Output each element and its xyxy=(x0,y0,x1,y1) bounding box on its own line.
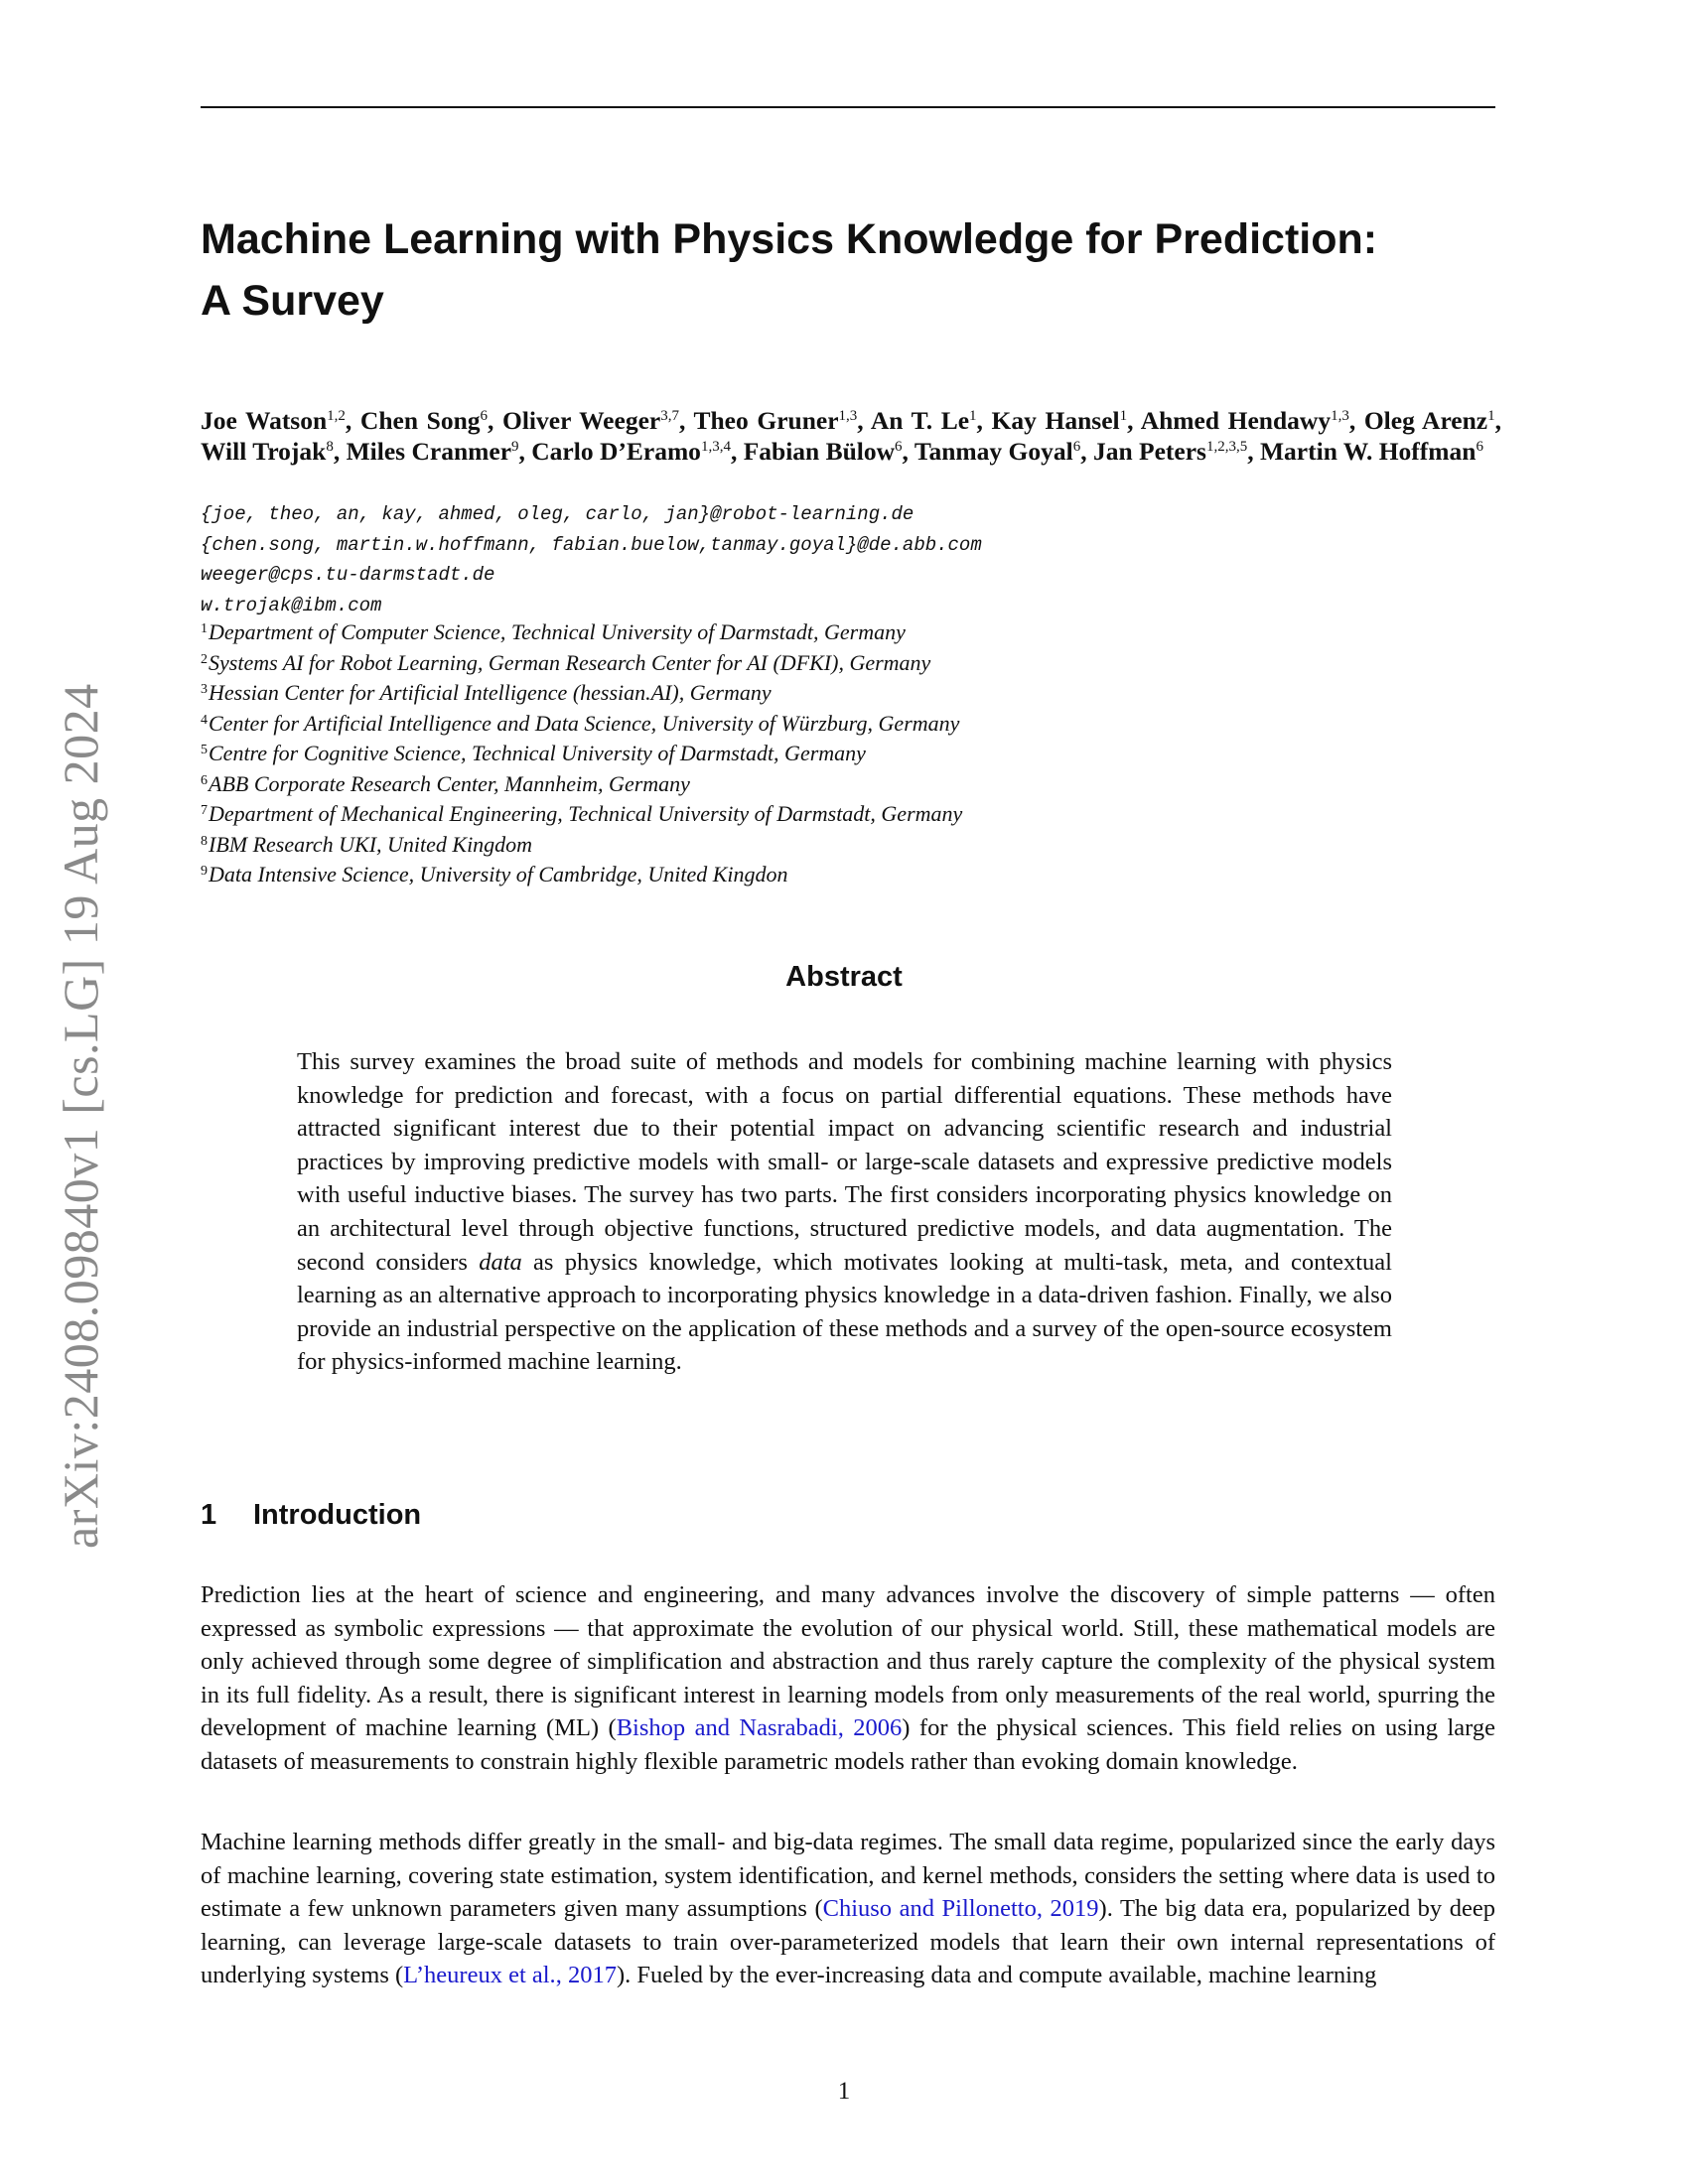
affiliation: $^5$Centre for Cognitive Science, Technical University of Darmstadt, Germany xyxy=(201,741,866,765)
section-heading xyxy=(201,1499,421,1532)
title-line-2: A Survey xyxy=(201,277,384,325)
top-rule xyxy=(201,106,1495,108)
author-list: Joe Watson$^{1,2}$, Chen Song$^6$, Oliver Weeger$^{3,7}$, Theo Gruner$^{1,3}$, An T. Le$^1$, Kay Hansel$^1$, Ahmed Hendawy$^{1,3}$, Oleg Arenz$^1$, Will Trojak$^8$, Miles Cranmer$^9$, Carlo D’Eramo$^{1,3,4}$, Fabian Bülow$^6$, Tanmay Goyal$^6$, Jan Peters$^{1,2,3,5}$, Martin W. Hoffman$^6$ xyxy=(201,406,1501,466)
email-line: weeger@cps.tu-darmstadt.de xyxy=(201,564,495,586)
citation-link[interactable]: Bishop and Nasrabadi, 2006 xyxy=(616,1714,903,1742)
arxiv-stamp[interactable]: arXiv:2408.09840v1 [cs.LG] 19 Aug 2024 xyxy=(53,683,108,1549)
page-number: 1 xyxy=(837,2078,851,2105)
affiliation-list xyxy=(201,617,962,890)
abstract-body: This survey examines the broad suite of methods and models for combining machine learning with physics knowledge for prediction and forecast, with a focus on partial differential equations. These methods have attracted significant interest due to their potential impact on advancing scientific research and industrial practices by improving predictive models with small- or large-scale datasets and expressive predictive models with useful inductive biases. The survey has two parts. The first considers incorporating physics knowledge on an architectural level through objective functions, structured predictive models, and data augmentation. The second considers data as physics knowledge, which motivates looking at multi-task, meta, and contextual learning as an alternative approach to incorporating physics knowledge in a data-driven fashion. Finally, we also provide an industrial perspective on the application of these methods and a survey of the open-source ecosystem for physics-informed machine learning. xyxy=(297,1048,1392,1376)
intro-paragraph-1: Prediction lies at the heart of science and engineering, and many advances involve the discovery of simple patterns — often expressed as symbolic expressions — that approximate the evolution of our physical world. Still, these mathematical models are only achieved through some degree of simplification and abstraction and thus rarely capture the complexity of the physical system in its full fidelity. As a result, there is significant interest in learning models from only measurements of the real world, spurring the development of machine learning (ML) (Bishop and Nasrabadi, 2006) for the physical sciences. This field relies on using large datasets of measurements to constrain highly flexible parametric models rather than evoking domain knowledge. xyxy=(201,1581,1496,1775)
author: Kay Hansel$^1$ xyxy=(991,406,1128,435)
author: Chen Song$^6$ xyxy=(359,406,488,435)
email-line: {joe, theo, an, kay, ahmed, oleg, carlo, jan}@robot-learning.de xyxy=(201,503,914,525)
author: An T. Le$^1$ xyxy=(870,406,977,435)
affiliation: $^7$Department of Mechanical Engineering, Technical University of Darmstadt, Germany xyxy=(201,801,963,826)
affiliation: $^3$Hessian Center for Artificial Intelligence (hessian.AI), Germany xyxy=(201,680,772,705)
affiliation: $^6$ABB Corporate Research Center, Mannheim, Germany xyxy=(201,770,690,796)
author: Carlo D’Eramo$^{1,3,4}$ xyxy=(531,437,731,466)
author: Jan Peters$^{1,2,3,5}$ xyxy=(1092,437,1248,466)
abstract-heading: Abstract xyxy=(785,961,903,993)
author: Joe Watson$^{1,2}$ xyxy=(201,406,346,435)
email-line: {chen.song, martin.w.hoffmann, fabian.buelow,tanmay.goyal}@de.abb.com xyxy=(201,533,982,556)
author: Ahmed Hendawy$^{1,3}$ xyxy=(1140,406,1349,435)
author: Will Trojak$^8$ xyxy=(201,437,334,466)
author: Miles Cranmer$^9$ xyxy=(346,437,519,466)
email-list xyxy=(201,499,982,620)
citation-link[interactable]: Chiuso and Pillonetto, 2019 xyxy=(822,1895,1099,1923)
citation-link[interactable]: L’heureux et al., 2017 xyxy=(403,1962,617,1989)
section-number: 1 xyxy=(201,1499,217,1531)
section-title: Introduction xyxy=(253,1499,422,1531)
author: Fabian Bülow$^6$ xyxy=(743,437,903,466)
emphasis-data: data xyxy=(479,1248,522,1276)
author: Martin W. Hoffman$^6$ xyxy=(1259,437,1483,466)
affiliation: $^4$Center for Artificial Intelligence and Data Science, University of Würzburg, Germany xyxy=(201,710,960,736)
author: Oleg Arenz$^1$ xyxy=(1363,406,1495,435)
affiliation: $^1$Department of Computer Science, Technical University of Darmstadt, Germany xyxy=(201,619,906,644)
intro-paragraph-2: Machine learning methods differ greatly in the small- and big-data regimes. The small data regime, popularized since the early days of machine learning, covering state estimation, system identification, and kernel methods, considers the setting where data is used to estimate a few unknown parameters given many assumptions (Chiuso and Pillonetto, 2019). The big data era, popularized by deep learning, can leverage large-scale datasets to train over-parameterized models that learn their own internal representations of underlying systems (L’heureux et al., 2017). Fueled by the ever-increasing data and compute available, machine learning xyxy=(201,1829,1495,1989)
affiliation: $^8$IBM Research UKI, United Kingdom xyxy=(201,831,533,857)
affiliation: $^9$Data Intensive Science, University of Cambridge, United Kingdon xyxy=(201,862,788,887)
author: Tanmay Goyal$^6$ xyxy=(914,437,1081,466)
title-line-1: Machine Learning with Physics Knowledge for Prediction: xyxy=(201,215,1378,263)
author: Theo Gruner$^{1,3}$ xyxy=(693,406,858,435)
paper-title xyxy=(201,208,1511,332)
author: Oliver Weeger$^{3,7}$ xyxy=(502,406,679,435)
email-line: w.trojak@ibm.com xyxy=(201,594,382,616)
affiliation: $^2$Systems AI for Robot Learning, German Research Center for AI (DFKI), Germany xyxy=(201,649,931,675)
